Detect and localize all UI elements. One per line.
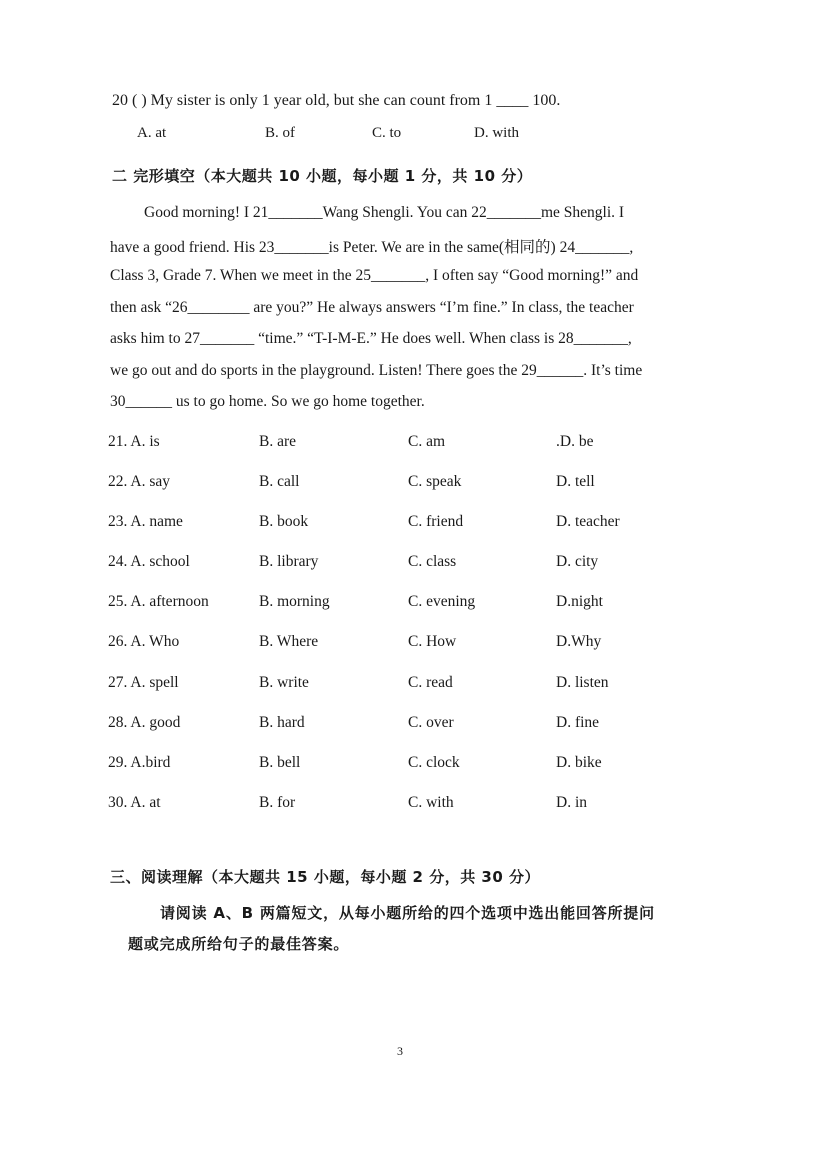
option-a: 30. A. at bbox=[108, 794, 161, 811]
option-b: B. library bbox=[259, 553, 319, 570]
question-27-options bbox=[108, 674, 708, 696]
option-b: B. are bbox=[259, 433, 297, 450]
option-c: C. with bbox=[408, 794, 454, 811]
section-3-instruction-line-1: 请阅读 A、B 两篇短文，从每小题所给的四个选项中选出能回答所提问 bbox=[160, 904, 655, 922]
option-b: B. for bbox=[259, 794, 296, 811]
option-a: 26. A. Who bbox=[108, 633, 180, 650]
question-24-options bbox=[108, 553, 708, 575]
option-d: D. city bbox=[556, 553, 599, 570]
option-a: 25. A. afternoon bbox=[108, 593, 209, 610]
page-number: 3 bbox=[397, 1044, 403, 1058]
option-d: D.night bbox=[556, 593, 603, 610]
section-2-title: 二 完形填空（本大题共 10 小题，每小题 1 分，共 10 分） bbox=[112, 167, 533, 185]
option-b: B. call bbox=[259, 473, 300, 490]
question-26-options bbox=[108, 633, 708, 655]
option-c: C. speak bbox=[408, 473, 462, 490]
option-a: 22. A. say bbox=[108, 473, 170, 490]
option-d: .D. be bbox=[556, 433, 594, 450]
question-30-options bbox=[108, 794, 708, 816]
passage-line: Class 3, Grade 7. When we meet in the 25_______, I often say “Good morning!” and bbox=[110, 267, 639, 284]
q20-option-c: C. to bbox=[372, 125, 402, 141]
q20-option-d: D. with bbox=[474, 125, 519, 141]
option-b: B. book bbox=[259, 513, 309, 530]
passage-line: 30______ us to go home. So we go home together. bbox=[110, 393, 425, 410]
option-a: 24. A. school bbox=[108, 553, 190, 570]
option-b: B. hard bbox=[259, 714, 305, 731]
passage-line: then ask “26________ are you?” He always answers “I’m fine.” In class, the teacher bbox=[110, 299, 634, 316]
option-a: 23. A. name bbox=[108, 513, 183, 530]
option-a: 21. A. is bbox=[108, 433, 160, 450]
question-25-options bbox=[108, 593, 708, 615]
option-a: 29. A.bird bbox=[108, 754, 171, 771]
passage-line: Good morning! I 21_______Wang Shengli. You can 22_______me Shengli. I bbox=[144, 204, 625, 221]
option-b: B. Where bbox=[259, 633, 319, 650]
option-b: B. bell bbox=[259, 754, 301, 771]
option-a: 28. A. good bbox=[108, 714, 181, 731]
option-d: D. fine bbox=[556, 714, 600, 731]
option-d: D. listen bbox=[556, 674, 609, 691]
option-b: B. morning bbox=[259, 593, 330, 610]
option-d: D. in bbox=[556, 794, 587, 811]
q20-option-b: B. of bbox=[265, 125, 295, 141]
option-d: D. tell bbox=[556, 473, 595, 490]
passage-line: we go out and do sports in the playground. Listen! There goes the 29______. It’s time bbox=[110, 362, 643, 379]
option-c: C. am bbox=[408, 433, 446, 450]
q20-option-a: A. at bbox=[137, 125, 167, 141]
option-c: C. clock bbox=[408, 754, 460, 771]
option-a: 27. A. spell bbox=[108, 674, 179, 691]
option-c: C. over bbox=[408, 714, 454, 731]
question-22-options bbox=[108, 473, 708, 495]
option-c: C. How bbox=[408, 633, 457, 650]
section-3-instruction-line-2: 题或完成所给句子的最佳答案。 bbox=[128, 935, 350, 953]
option-b: B. write bbox=[259, 674, 309, 691]
question-28-options bbox=[108, 714, 708, 736]
passage-line: asks him to 27_______ “time.” “T-I-M-E.” He does well. When class is 28_______, bbox=[110, 330, 632, 347]
option-c: C. class bbox=[408, 553, 457, 570]
question-21-options bbox=[108, 433, 708, 455]
option-c: C. evening bbox=[408, 593, 476, 610]
option-c: C. read bbox=[408, 674, 453, 691]
option-d: D. bike bbox=[556, 754, 602, 771]
question-29-options bbox=[108, 754, 708, 776]
section-3-title: 三、阅读理解（本大题共 15 小题，每小题 2 分，共 30 分） bbox=[110, 868, 541, 886]
option-c: C. friend bbox=[408, 513, 464, 530]
passage-line: have a good friend. His 23_______is Peter. We are in the same(相同的) 24_______, bbox=[110, 239, 634, 256]
question-23-options bbox=[108, 513, 708, 535]
option-d: D.Why bbox=[556, 633, 602, 650]
option-d: D. teacher bbox=[556, 513, 620, 530]
question-20-stem: 20 ( ) My sister is only 1 year old, but she can count from 1 ____ 100. bbox=[112, 92, 561, 109]
